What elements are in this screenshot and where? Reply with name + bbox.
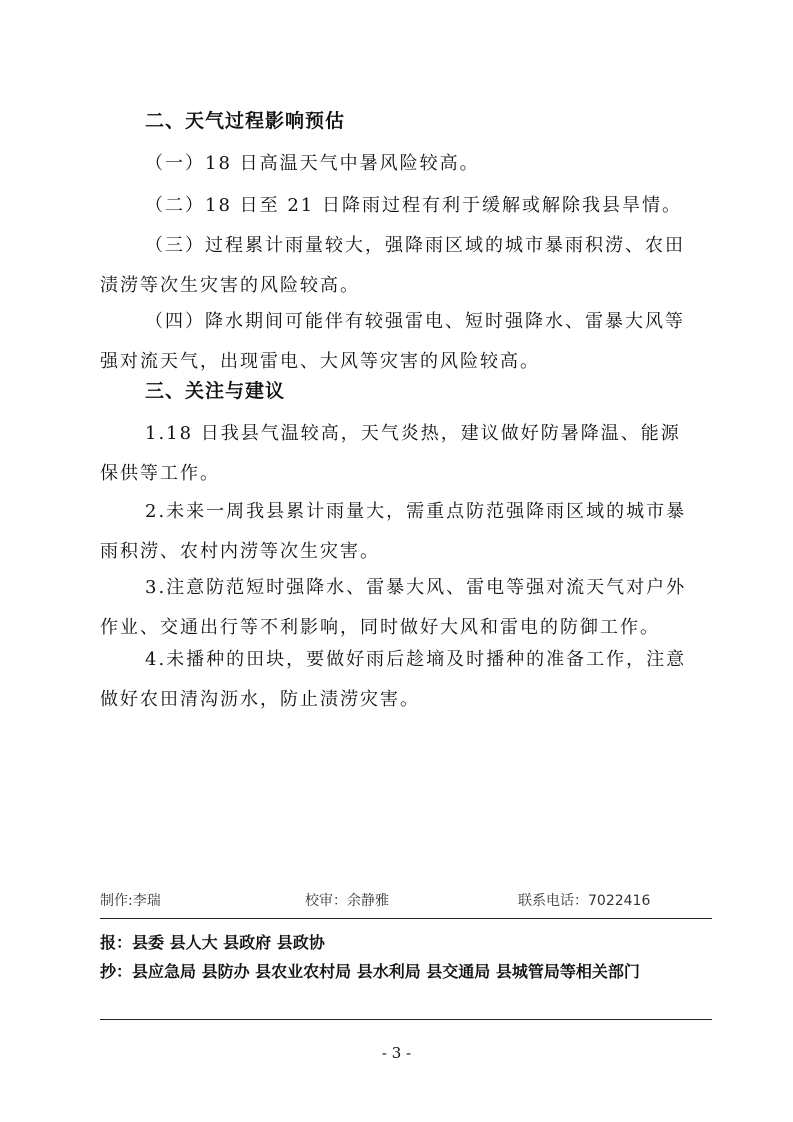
advice-item-2: 2.未来一周我县累计雨量大，需重点防范强降雨区域的城市暴雨积涝、农村内涝等次生灾害。: [100, 501, 687, 562]
advice-item-1: 1.18 日我县气温较高，天气炎热，建议做好防暑降温、能源保供等工作。: [100, 423, 681, 484]
section-heading-advice: 三、关注与建议: [145, 380, 286, 402]
advice-item-4: 4.未播种的田块，要做好雨后趁墒及时播种的准备工作，注意做好农田清沟沥水，防止渍涝灾害。: [100, 649, 687, 710]
divider-top: [100, 918, 712, 919]
impact-item-1: （一）18 日高温天气中暑风险较高。: [145, 153, 480, 174]
impact-item-3: （三）过程累计雨量较大，强降雨区域的城市暴雨积涝、农田渍涝等次生灾害的风险较高。: [100, 235, 685, 296]
contact-phone: 联系电话：7022416: [518, 893, 651, 909]
copy-to-line: 抄：县应急局 县防办 县农业农村局 县水利局 县交通局 县城管局等相关部门: [100, 962, 640, 981]
impact-item-4: （四）降水期间可能伴有较强雷电、短时强降水、雷暴大风等强对流天气，出现雷电、大风等灾害的风险较高。: [100, 311, 685, 372]
section-heading-impact: 二、天气过程影响预估: [145, 110, 346, 132]
page-number: - 3 -: [381, 1044, 412, 1062]
advice-item-3: 3.注意防范短时强降水、雷暴大风、雷电等强对流天气对户外作业、交通出行等不利影响，同时做好大风和雷电的防御工作。: [100, 577, 687, 638]
reviewer-label: 校审：余静雅: [305, 893, 389, 909]
impact-item-2: （二）18 日至 21 日降雨过程有利于缓解或解除我县旱情。: [145, 195, 682, 216]
divider-bottom: [100, 1019, 712, 1020]
production-info: [100, 890, 712, 912]
report-to-line: 报：县委 县人大 县政府 县政协: [100, 933, 325, 952]
producer-label: 制作:李瑞: [100, 893, 161, 909]
